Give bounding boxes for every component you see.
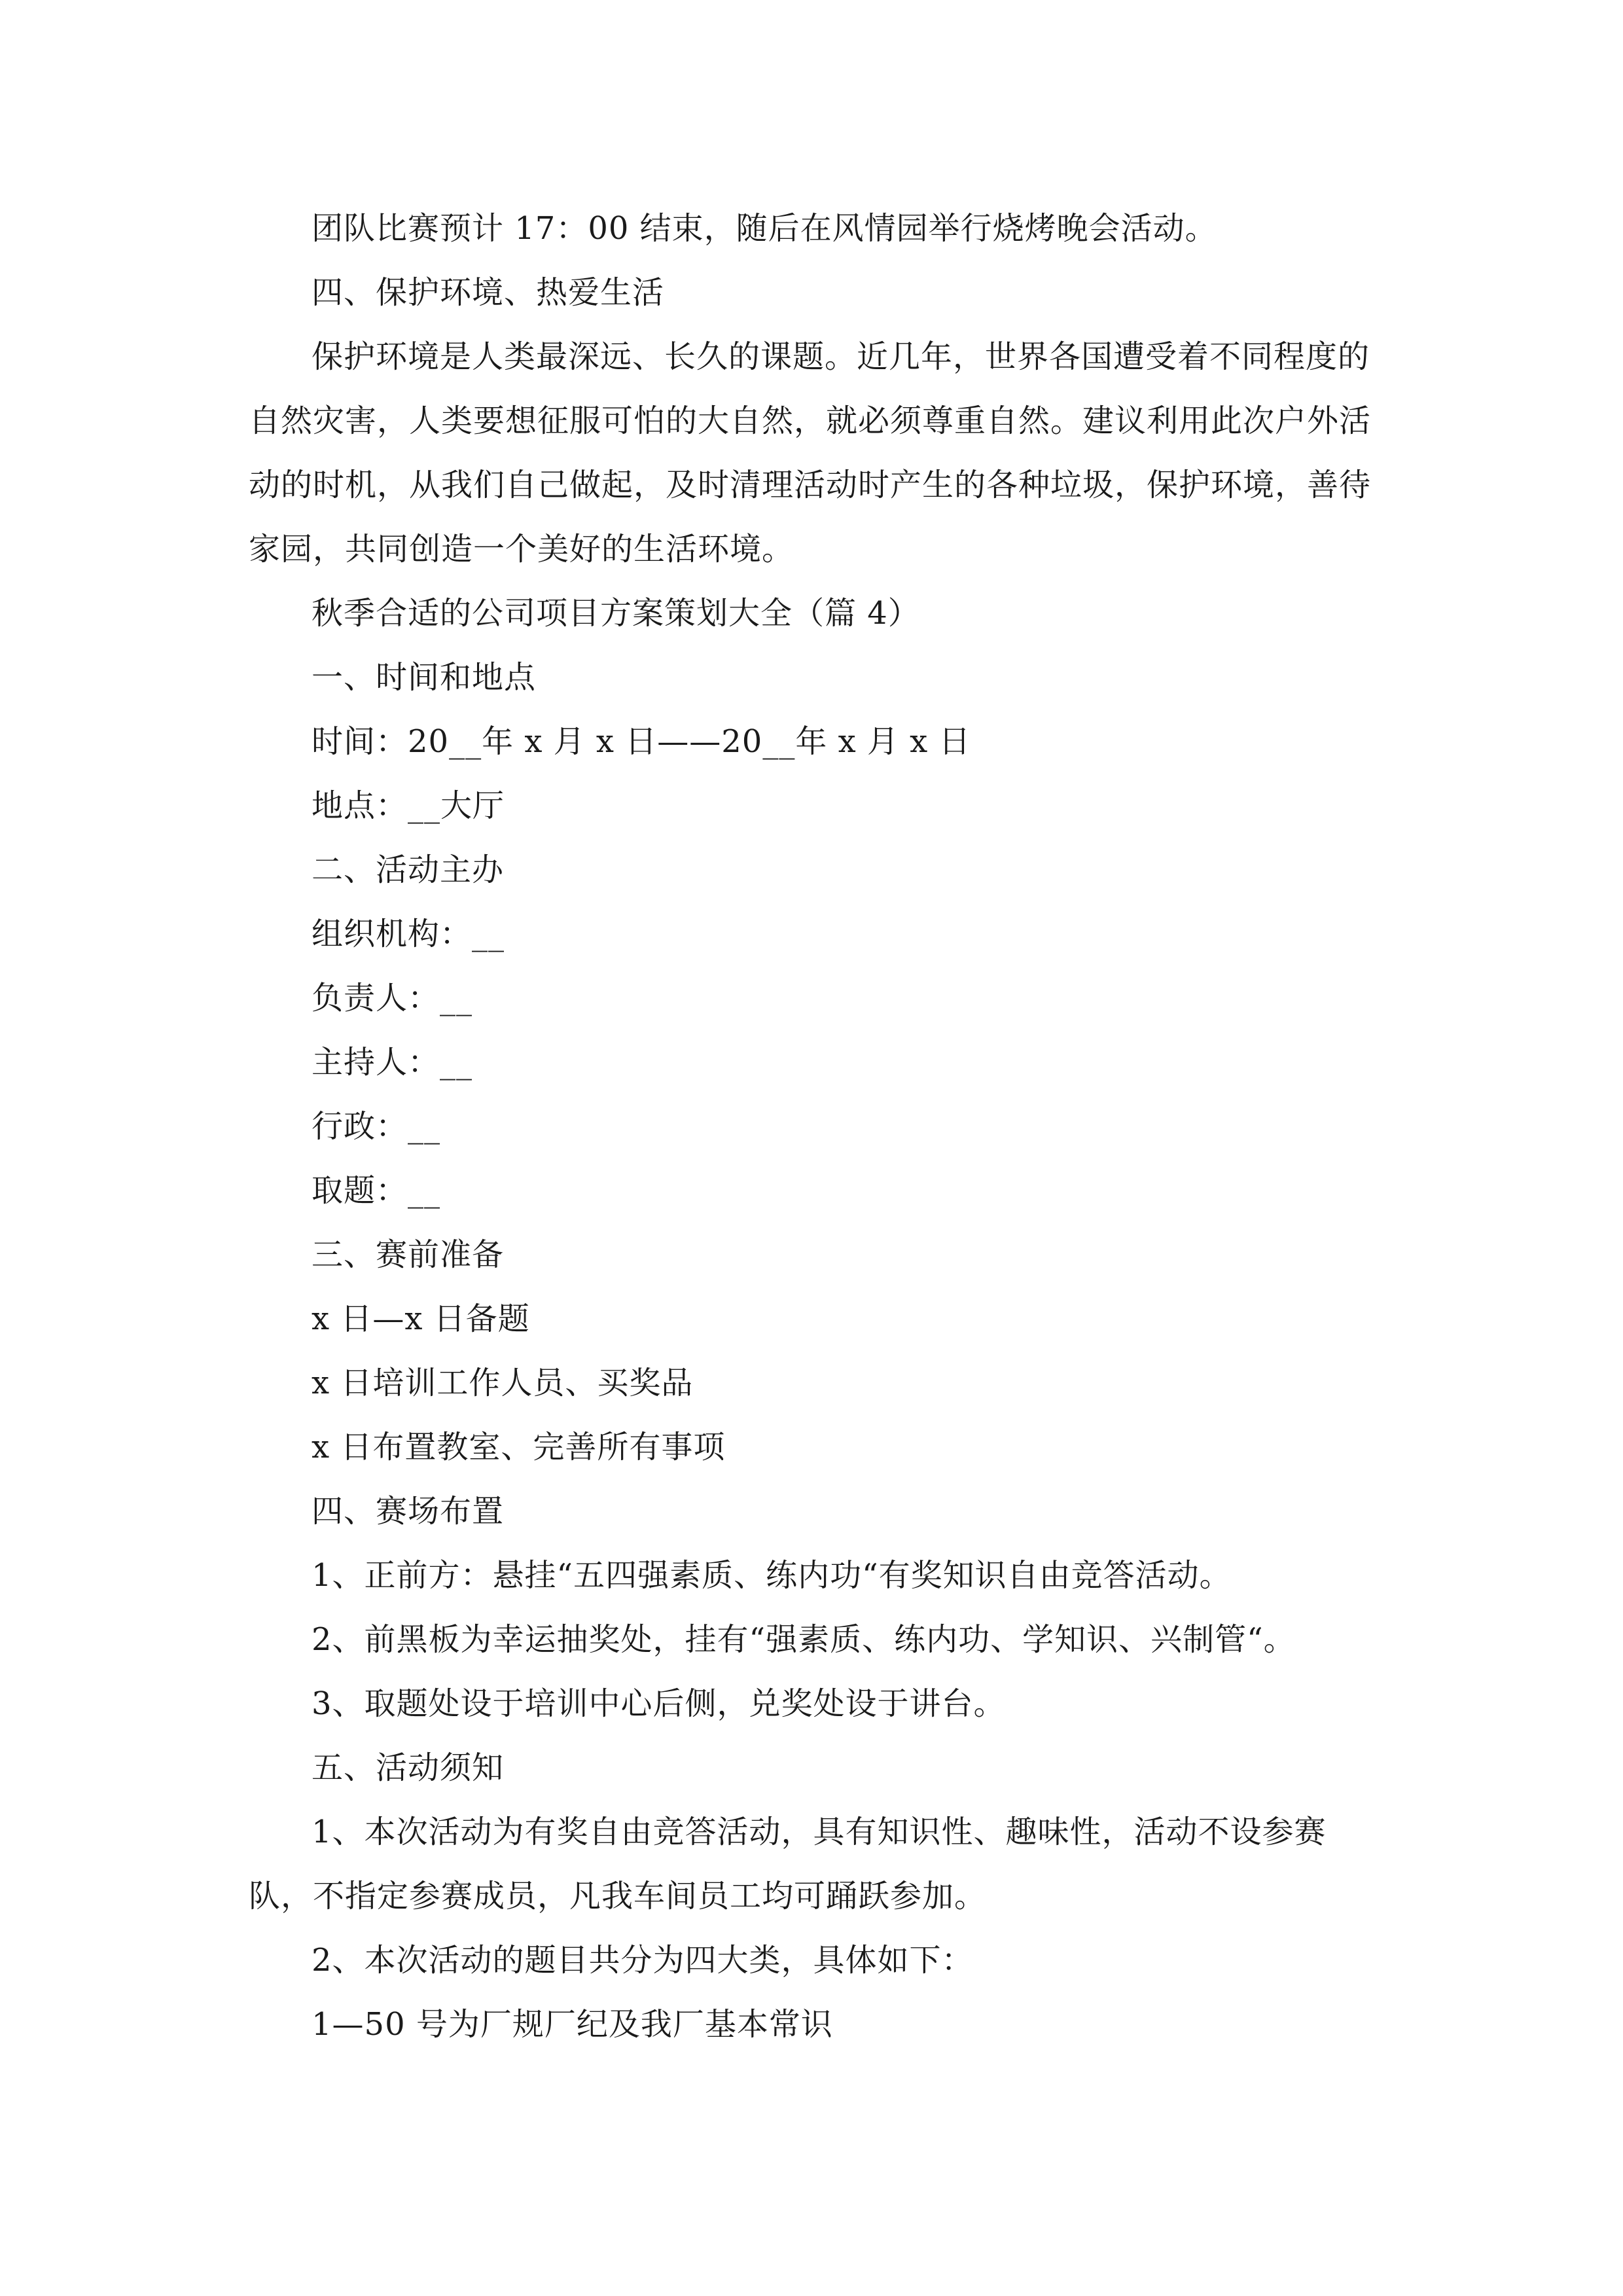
paragraph-environment-body: 保护环境是人类最深远、长久的课题。近几年，世界各国遭受着不同程度的自然灾害，人类要想征服可怕的大自然，就必须尊重自然。建议利用此次户外活动的时机，从我们自己做起，及时清理活动时产生的各种垃圾，保护环境，善待家园，共同创造一个美好的生活环境。 (249, 338, 1372, 567)
line-question-pickup: 取题：__ (312, 1172, 441, 1209)
line-prepare-questions: x 日—x 日备题 (312, 1300, 530, 1337)
line-train-staff: x 日培训工作人员、买奖品 (312, 1365, 694, 1401)
line-arrange-classroom: x 日布置教室、完善所有事项 (312, 1429, 726, 1465)
heading-activity-notes: 五、活动须知 (312, 1749, 505, 1786)
document-body (249, 196, 1387, 2056)
heading-venue-layout: 四、赛场布置 (312, 1493, 505, 1530)
line-administration: 行政：__ (312, 1108, 441, 1145)
paragraph-notes-2: 2、本次活动的题目共分为四大类，具体如下： (312, 1942, 974, 1979)
line-location: 地点：__大厅 (312, 787, 505, 824)
paragraph-team-match-end: 团队比赛预计 17：00 结束，随后在风情园举行烧烤晚会活动。 (312, 210, 1217, 247)
paragraph-notes-1: 1、本次活动为有奖自由竞答活动，具有知识性、趣味性，活动不设参赛队，不指定参赛成员，凡我车间员工均可踊跃参加。 (249, 1814, 1327, 1914)
line-host: 主持人：__ (312, 1044, 473, 1081)
line-person-in-charge: 负责人：__ (312, 980, 473, 1016)
line-question-range: 1—50 号为厂规厂纪及我厂基本常识 (312, 2006, 833, 2043)
line-venue-pickup: 3、取题处设于培训中心后侧，兑奖处设于讲台。 (312, 1685, 1006, 1722)
heading-organizer: 二、活动主办 (312, 852, 505, 888)
heading-preparation: 三、赛前准备 (312, 1236, 505, 1273)
line-venue-blackboard: 2、前黑板为幸运抽奖处，挂有“强素质、练内功、学知识、兴制管“。 (312, 1621, 1296, 1658)
line-organization: 组织机构：__ (312, 916, 505, 952)
line-time: 时间：20__年 x 月 x 日——20__年 x 月 x 日 (312, 723, 971, 760)
heading-time-location: 一、时间和地点 (312, 659, 537, 696)
heading-protect-environment: 四、保护环境、热爱生活 (312, 274, 665, 311)
line-venue-front: 1、正前方：悬挂“五四强素质、练内功“有奖知识自由竞答活动。 (312, 1557, 1232, 1594)
section-title-part4: 秋季合适的公司项目方案策划大全（篇 4） (312, 595, 920, 632)
